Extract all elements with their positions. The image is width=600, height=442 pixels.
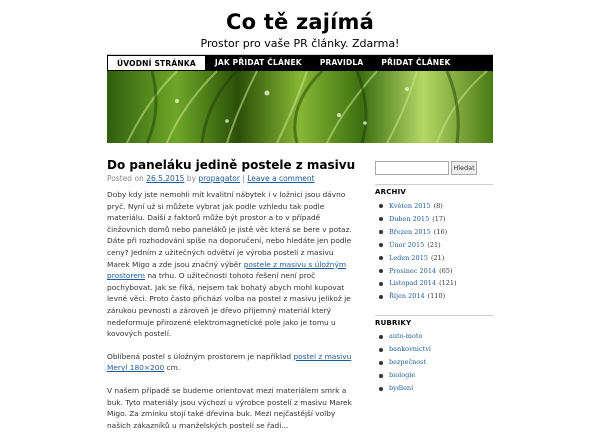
list-item [375, 382, 493, 395]
archive-count: (121) [439, 279, 457, 288]
archive-list [375, 200, 493, 303]
list-item [375, 213, 493, 226]
bullet-icon [379, 387, 383, 391]
archive-count: (110) [427, 292, 446, 301]
beds-storage-link[interactable]: postele z masivu s úložným prostorem [107, 259, 347, 281]
list-item [375, 330, 493, 343]
list-item [375, 265, 493, 278]
post-date-link[interactable]: 26.5.2015 [146, 174, 185, 183]
paragraph-text: Doby kdy jste nemohli mít kvalitní nábytek i v ložnici jsou dávno pryč. Nyní už si můžete vybrat jak podle vzhledu tak podle materiálu. Další z faktorů může být prostor a to v případě činžovních domů nebo paneláků je jistě věc která se bere v potaz. Dáte při rozhodování spíše na doporučení, nebo hledáte jen podle ceny? Jedním z užitečných odvětví je výroba postelí z masivu Marek Migo a zde jsou značný výběr [107, 190, 352, 269]
list-item [375, 226, 493, 239]
post-paragraph [107, 351, 357, 374]
archive-count: (21) [427, 240, 441, 249]
header-banner-image [107, 71, 493, 143]
list-item [375, 356, 493, 369]
archive-count: (21) [430, 253, 445, 262]
archive-count: (65) [439, 266, 453, 275]
rubric-link[interactable]: biologie [389, 371, 416, 379]
archive-count: (8) [433, 202, 443, 210]
post-meta [107, 174, 357, 183]
by-label: by [186, 174, 196, 183]
archive-link[interactable]: Říjen 2014 [389, 292, 425, 301]
archive-link[interactable]: Leden 2015 [389, 253, 428, 262]
list-item [375, 239, 493, 252]
rubrics-widget-title: RUBRIKY [375, 315, 493, 327]
paragraph-text: na trhu. O užitečnosti tohoto řešení není proč pochybovat. Jak se říká, nejsem tak bohatý abych mohl kupovat levné věci. Proto často přichází volba na postel z masivu jelikož je zárukou pevnosti a zároveň je dřevo přijemný materiál který nedeformuje přirozené elektromagnetické pole jako je tomu u kovových postelí. [107, 271, 351, 339]
rubrics-list [375, 330, 493, 395]
rubric-link[interactable]: bezpečnost [389, 358, 427, 366]
nav-item-how-to-add[interactable]: JAK PŘIDAT ČLÁNEK [214, 58, 302, 67]
bullet-icon [379, 256, 383, 260]
site-title[interactable]: Co tě zajímá [226, 10, 374, 34]
paragraph-text: cm. [166, 363, 181, 373]
rubric-link[interactable]: auto-moto [389, 332, 423, 340]
posted-on-label: Posted on [107, 174, 144, 183]
paragraph-text: Oblíbená postel s úložným prostorem je například [107, 351, 292, 361]
archive-link[interactable]: Květen 2015 [389, 202, 431, 210]
archive-link[interactable]: Duben 2015 [389, 214, 430, 223]
post-content [107, 189, 357, 442]
archive-count: (16) [433, 227, 448, 236]
bullet-icon [379, 230, 383, 234]
nav-item-add-article[interactable]: PŘIDAT ČLÁNEK [381, 58, 451, 67]
bullet-icon [379, 217, 383, 221]
bullet-icon [379, 204, 383, 208]
archive-widget-title: ARCHIV [375, 184, 493, 196]
meta-separator: | [242, 174, 245, 183]
search-button[interactable]: Hledat [451, 161, 477, 175]
site-description: Prostor pro vaše PR články. Zdarma! [200, 37, 400, 50]
bullet-icon [379, 295, 383, 299]
archive-link[interactable]: Únor 2015 [389, 240, 425, 249]
bullet-icon [379, 243, 383, 247]
rubric-link[interactable]: bankovnictví [389, 345, 432, 353]
list-item [375, 252, 493, 265]
list-item [375, 290, 493, 303]
bullet-icon [379, 374, 383, 378]
bullet-icon [379, 361, 383, 365]
archive-link[interactable]: Prosinec 2014 [389, 266, 437, 275]
archive-link[interactable]: Listopad 2014 [389, 279, 437, 288]
list-item [375, 200, 493, 213]
list-item [375, 369, 493, 382]
post-paragraph [107, 189, 357, 340]
list-item [375, 343, 493, 356]
archive-count: (17) [432, 214, 446, 223]
post-author-link[interactable]: propagator [198, 174, 240, 183]
post-paragraph: V našem případě se budeme orientovat mezi materiálem smrk a buk. Tyto materiály jsou výchozí u výrobce postelí z masivu Marek Migo. Za zmínku stojí také dřevina buk. Mezi nejčastější volby našich zákazníků u manželských postelí se řadí... [107, 385, 352, 430]
bullet-icon [379, 335, 383, 339]
post-title[interactable]: Do paneláku jedině postele z masivu [107, 158, 356, 172]
leave-comment-link[interactable]: Leave a comment [247, 174, 315, 183]
bullet-icon [379, 348, 383, 352]
bullet-icon [379, 269, 383, 273]
list-item [375, 277, 493, 290]
archive-link[interactable]: Březen 2015 [389, 227, 431, 236]
rubric-link[interactable]: bydlení [389, 384, 414, 392]
nav-item-rules[interactable]: PRAVIDLA [319, 58, 364, 67]
nav-item-home[interactable]: ÚVODNÍ STRÁNKA [107, 55, 206, 71]
search-input[interactable] [375, 161, 449, 175]
meryl-bed-link[interactable]: postel z masivu Meryl 180×200 [107, 351, 352, 373]
main-navigation [107, 55, 493, 71]
bullet-icon [379, 282, 383, 286]
